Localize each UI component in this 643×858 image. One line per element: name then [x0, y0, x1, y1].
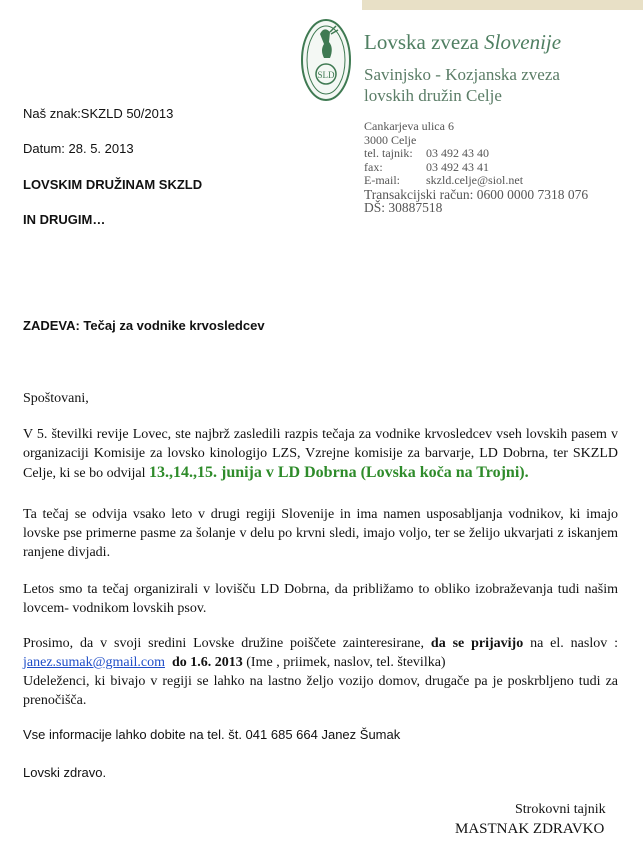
address-block	[364, 120, 588, 215]
signature-role: Strokovni tajnik	[515, 802, 606, 817]
registration-text-a: Prosimo, da v svoji sredini Lovske družine poiščete zainteresirane,	[23, 636, 431, 651]
contact-email-link[interactable]: janez.sumak@gmail.com	[23, 655, 165, 670]
address-line2: 3000 Celje	[364, 132, 417, 147]
signature-name: MASTNAK ZDRAVKO	[455, 821, 605, 837]
org-sub-line2: lovskih družin Celje	[364, 86, 502, 105]
fax-row	[364, 161, 588, 175]
logo-text: SLD	[317, 70, 335, 80]
recipient-line2: IN DRUGIM…	[23, 212, 106, 227]
registration-emphasis: da se prijavijo	[430, 636, 524, 651]
email-row	[364, 174, 588, 188]
our-reference: Naš znak:SKZLD 50/2013	[23, 106, 174, 121]
greeting: Spoštovani,	[23, 391, 89, 406]
sld-logo	[300, 18, 352, 102]
org-sub-line1: Savinjsko - Kozjanska zveza	[364, 65, 560, 84]
subject-line: ZADEVA: Tečaj za vodnike krvosledcev	[23, 318, 265, 333]
letter-date: Datum: 28. 5. 2013	[23, 141, 134, 156]
org-name	[364, 30, 561, 55]
course-date-location: 13.,14.,15. junija v LD Dobrna (Lovska koča na Trojni).	[148, 464, 529, 481]
registration-text-c: na el. naslov :	[523, 636, 618, 651]
recipient-line1: LOVSKIM DRUŽINAM SKZLD	[23, 177, 203, 192]
org-name-italic: Slovenije	[484, 30, 562, 54]
email-value: skzld.celje@siol.net	[426, 173, 524, 187]
fax-value: 03 492 43 41	[426, 159, 489, 174]
announcement-text: V 5. številki revije Lovec, ste najbrž zasledili razpis tečaja za vodnike krvosledcev vseh lovskih pasem v organizaciji Komisije za lovsko kinologijo LZS, Vzrejne komisije za barvarje, LD Dobrna, ter SKZLD Celje, ki se bo odvijal	[23, 427, 618, 481]
paragraph-accommodation: Udeleženci, ki bivajo v regiji se lahko na lastno željo vozijo domov, drugače pa je poskrbljeno tudi za prenočišča.	[23, 674, 618, 708]
paragraph-purpose: Ta tečaj se odvija vsako leto v drugi regiji Slovenije in ima namen usposabljanja vodnikov, ki imajo lovske pse primerne pasme za šolanje v delu po krvni sledi, imajo voljo, ter se želijo ukvarjati z iskanjem ranjene divjadi.	[23, 507, 618, 560]
registration-text-e: (Ime , priimek, naslov, tel. številka)	[242, 655, 446, 670]
tel-row	[364, 147, 588, 161]
letterhead-top-bar	[362, 0, 643, 10]
tel-label: tel. tajnik:	[364, 146, 413, 160]
paragraph-location: Letos smo ta tečaj organizirali v lovišču LD Dobrna, da približamo to obliko izobraževanja tudi našim lovcem- vodnikom lovskih psov.	[23, 582, 618, 616]
fax-label: fax:	[364, 159, 383, 174]
address-line1: Cankarjeva ulica 6	[364, 119, 454, 133]
closing-greeting: Lovski zdravo.	[23, 765, 107, 780]
paragraph-registration	[23, 634, 618, 672]
tax-number: DŠ: 30887518	[364, 200, 443, 215]
account-number: Transakcijski račun: 0600 0000 7318 076	[364, 186, 589, 202]
paragraph-announcement	[23, 425, 618, 483]
paragraph-info: Vse informacije lahko dobite na tel. št. 041 685 664 Janez Šumak	[23, 727, 401, 742]
org-subtitle	[364, 64, 560, 106]
tel-value: 03 492 43 40	[426, 146, 489, 160]
email-label: E-mail:	[364, 173, 400, 187]
org-name-main: Lovska zveza	[364, 30, 485, 54]
registration-deadline: do 1.6. 2013	[171, 655, 243, 670]
